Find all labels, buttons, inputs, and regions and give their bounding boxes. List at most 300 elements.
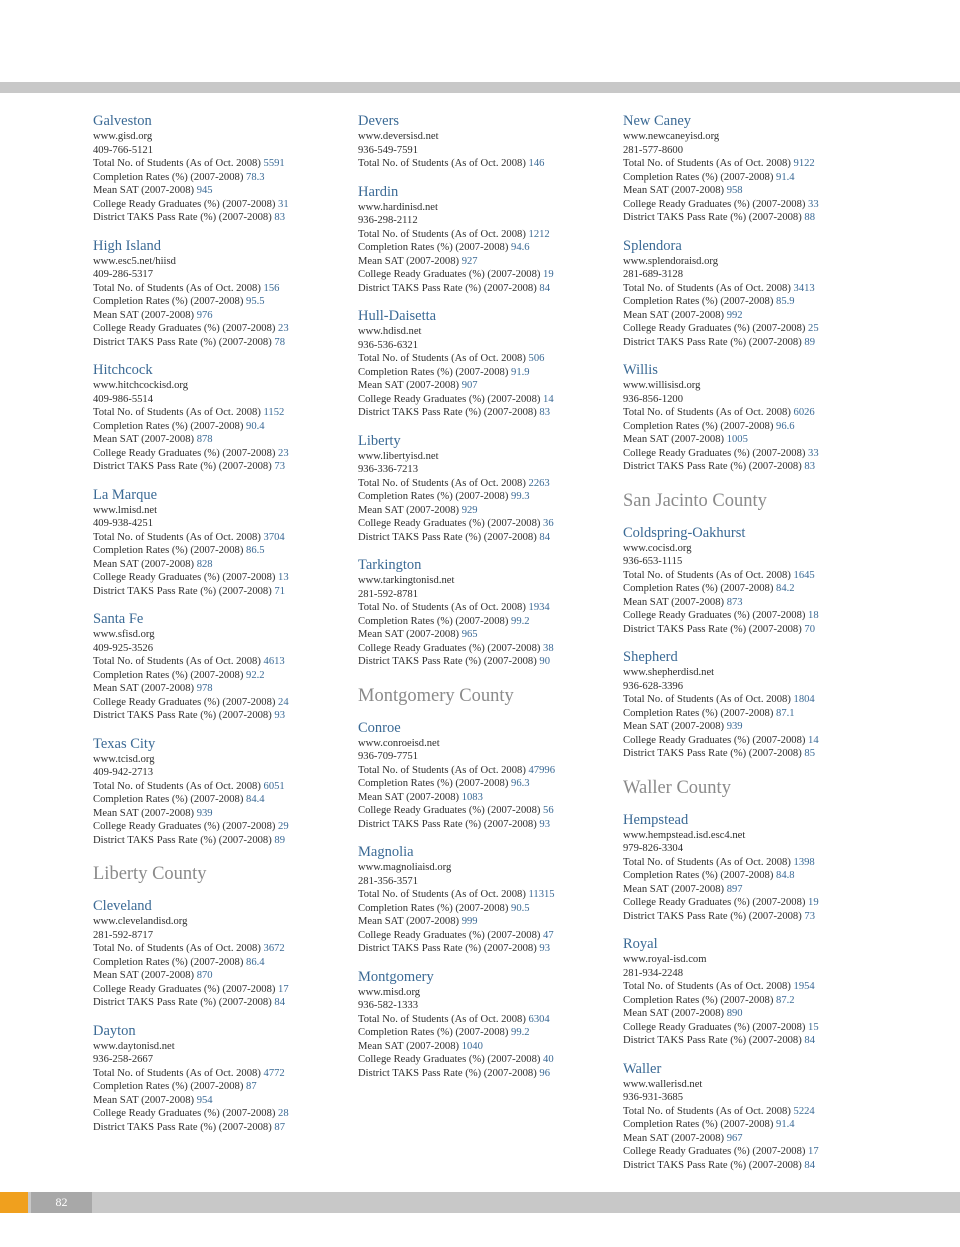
stat-label: Total No. of Students (As of Oct. 2008) bbox=[93, 656, 261, 667]
top-header-bar bbox=[0, 82, 960, 93]
stat-line-sat bbox=[93, 558, 355, 572]
district-entry bbox=[358, 556, 620, 669]
stat-label: Completion Rates (%) (2007-2008) bbox=[358, 615, 509, 627]
stat-value: 1040 bbox=[461, 1040, 483, 1052]
stat-label: Mean SAT (2007-2008) bbox=[93, 970, 195, 981]
county-heading: San Jacinto County bbox=[623, 490, 767, 511]
stat-value: 78.3 bbox=[246, 171, 265, 183]
stat-value: 1954 bbox=[793, 981, 815, 992]
stat-label: Mean SAT (2007-2008) bbox=[623, 721, 725, 732]
district-entry bbox=[93, 897, 355, 1010]
stat-value: 83 bbox=[804, 461, 815, 472]
stat-label: Completion Rates (%) (2007-2008) bbox=[93, 956, 244, 968]
stat-value: 4772 bbox=[263, 1067, 285, 1079]
district-website: www.wallerisd.net bbox=[623, 1078, 703, 1090]
column-1 bbox=[93, 112, 355, 1146]
stat-label: Completion Rates (%) (2007-2008) bbox=[358, 242, 509, 253]
page-number: 82 bbox=[55, 1195, 68, 1209]
stat-line-college bbox=[358, 1053, 620, 1067]
district-entry bbox=[623, 1060, 885, 1173]
stat-value: 1934 bbox=[528, 602, 550, 613]
stat-label: Completion Rates (%) (2007-2008) bbox=[358, 491, 509, 502]
stat-value: 87.1 bbox=[776, 707, 795, 719]
district-phone: 409-925-3526 bbox=[93, 642, 154, 654]
stat-label: Completion Rates (%) (2007-2008) bbox=[93, 1081, 244, 1092]
stat-value: 978 bbox=[196, 683, 213, 694]
stat-line-sat bbox=[623, 433, 885, 447]
stat-value: 939 bbox=[196, 807, 213, 819]
stat-value: 965 bbox=[461, 629, 478, 640]
district-entry bbox=[358, 307, 620, 420]
stat-line-sat bbox=[358, 379, 620, 393]
district-name: Shepherd bbox=[623, 649, 678, 665]
stat-label: District TAKS Pass Rate (%) (2007-2008) bbox=[358, 282, 537, 294]
district-name: Willis bbox=[623, 362, 658, 378]
district-entry bbox=[358, 432, 620, 545]
stat-label: Completion Rates (%) (2007-2008) bbox=[93, 420, 244, 432]
stat-label: Total No. of Students (As of Oct. 2008) bbox=[93, 1067, 261, 1079]
stat-line-students bbox=[623, 157, 885, 171]
stat-label: Mean SAT (2007-2008) bbox=[358, 1040, 460, 1052]
stat-label: Mean SAT (2007-2008) bbox=[358, 504, 460, 516]
stat-line-completion bbox=[358, 777, 620, 791]
stat-line-completion bbox=[93, 956, 355, 970]
stat-value: 976 bbox=[196, 309, 213, 321]
stat-label: District TAKS Pass Rate (%) (2007-2008) bbox=[623, 461, 802, 472]
stat-label: Completion Rates (%) (2007-2008) bbox=[93, 171, 244, 183]
stat-value: 897 bbox=[726, 883, 743, 895]
stat-label: District TAKS Pass Rate (%) (2007-2008) bbox=[93, 997, 272, 1008]
stat-line-taks bbox=[93, 585, 355, 599]
stat-label: Completion Rates (%) (2007-2008) bbox=[623, 707, 774, 719]
district-phone: 281-592-8717 bbox=[93, 929, 154, 941]
stat-value: 96.6 bbox=[776, 420, 795, 432]
stat-line-college bbox=[358, 393, 620, 407]
stat-line-taks bbox=[623, 211, 885, 225]
stat-value: 93 bbox=[539, 818, 550, 830]
stat-value: 99.3 bbox=[511, 491, 530, 502]
stat-value: 927 bbox=[461, 255, 478, 267]
district-entry bbox=[93, 486, 355, 599]
district-website: www.deversisd.net bbox=[358, 131, 439, 142]
stat-label: Mean SAT (2007-2008) bbox=[623, 1132, 725, 1144]
district-name: New Caney bbox=[623, 113, 692, 129]
district-entry bbox=[93, 610, 355, 723]
district-phone: 409-986-5514 bbox=[93, 393, 154, 405]
stat-label: District TAKS Pass Rate (%) (2007-2008) bbox=[93, 585, 272, 597]
stat-line-college bbox=[623, 609, 885, 623]
stat-line-sat bbox=[623, 309, 885, 323]
stat-line-completion bbox=[358, 241, 620, 255]
district-name: Hitchcock bbox=[93, 362, 153, 378]
district-phone: 936-549-7591 bbox=[358, 144, 419, 156]
stat-value: 146 bbox=[528, 158, 545, 169]
stat-line-completion bbox=[93, 793, 355, 807]
stat-value: 90 bbox=[539, 656, 550, 667]
stat-label: District TAKS Pass Rate (%) (2007-2008) bbox=[358, 943, 537, 954]
stat-line-students bbox=[93, 157, 355, 171]
stat-value: 3672 bbox=[263, 943, 285, 954]
stat-line-students bbox=[623, 569, 885, 583]
district-website: www.lmisd.net bbox=[93, 504, 158, 516]
stat-line-sat bbox=[93, 309, 355, 323]
stat-value: 24 bbox=[278, 696, 289, 708]
stat-line-students bbox=[358, 157, 620, 171]
stat-label: College Ready Graduates (%) (2007-2008) bbox=[623, 447, 806, 459]
stat-label: District TAKS Pass Rate (%) (2007-2008) bbox=[93, 461, 272, 472]
stat-value: 86.4 bbox=[246, 956, 265, 968]
stat-line-students bbox=[93, 942, 355, 956]
stat-line-sat bbox=[358, 628, 620, 642]
stat-label: Mean SAT (2007-2008) bbox=[623, 185, 725, 196]
district-name: La Marque bbox=[93, 486, 158, 503]
stat-line-completion bbox=[623, 707, 885, 721]
stat-line-college bbox=[358, 929, 620, 943]
district-website: www.shepherdisd.net bbox=[623, 667, 715, 678]
stat-label: Completion Rates (%) (2007-2008) bbox=[623, 583, 774, 594]
stat-line-students bbox=[358, 888, 620, 902]
stat-value: 89 bbox=[804, 336, 815, 348]
district-name: Splendora bbox=[623, 237, 682, 254]
district-website: www.daytonisd.net bbox=[93, 1040, 175, 1052]
stat-value: 92.2 bbox=[246, 669, 265, 681]
stat-line-college bbox=[623, 447, 885, 461]
stat-label: Mean SAT (2007-2008) bbox=[358, 629, 460, 640]
stat-line-sat bbox=[93, 969, 355, 983]
stat-label: Mean SAT (2007-2008) bbox=[93, 807, 195, 819]
stat-line-students bbox=[358, 601, 620, 615]
stat-label: Total No. of Students (As of Oct. 2008) bbox=[93, 282, 261, 294]
stat-line-sat bbox=[93, 807, 355, 821]
stat-label: District TAKS Pass Rate (%) (2007-2008) bbox=[623, 623, 802, 635]
stat-value: 17 bbox=[278, 983, 289, 995]
stat-label: District TAKS Pass Rate (%) (2007-2008) bbox=[623, 212, 802, 223]
stat-line-completion bbox=[623, 1118, 885, 1132]
stat-label: Total No. of Students (As of Oct. 2008) bbox=[623, 1105, 791, 1117]
stat-line-completion bbox=[93, 420, 355, 434]
stat-value: 33 bbox=[808, 447, 819, 459]
district-website: www.cocisd.org bbox=[623, 542, 692, 554]
district-phone: 281-577-8600 bbox=[623, 144, 684, 156]
stat-line-college bbox=[623, 322, 885, 336]
stat-value: 47 bbox=[543, 929, 554, 941]
stat-line-college bbox=[623, 734, 885, 748]
stat-line-college bbox=[623, 896, 885, 910]
stat-label: College Ready Graduates (%) (2007-2008) bbox=[623, 1021, 806, 1033]
stat-value: 40 bbox=[543, 1054, 554, 1065]
stat-value: 3413 bbox=[793, 282, 815, 294]
stat-value: 873 bbox=[726, 596, 743, 608]
stat-label: Total No. of Students (As of Oct. 2008) bbox=[623, 407, 791, 418]
stat-value: 954 bbox=[196, 1094, 213, 1106]
stat-value: 939 bbox=[726, 721, 743, 732]
stat-value: 73 bbox=[804, 910, 815, 922]
stat-value: 94.6 bbox=[511, 242, 530, 253]
stat-value: 84 bbox=[804, 1159, 815, 1171]
district-phone: 936-709-7751 bbox=[358, 751, 419, 762]
stat-label: Mean SAT (2007-2008) bbox=[623, 596, 725, 608]
stat-line-taks bbox=[623, 1159, 885, 1173]
stat-label: Mean SAT (2007-2008) bbox=[93, 1094, 195, 1106]
stat-line-taks bbox=[93, 460, 355, 474]
district-website: www.splendoraisd.org bbox=[623, 255, 719, 267]
district-entry bbox=[358, 843, 620, 956]
stat-label: College Ready Graduates (%) (2007-2008) bbox=[93, 1108, 276, 1119]
stat-line-sat bbox=[623, 720, 885, 734]
stat-line-completion bbox=[358, 615, 620, 629]
stat-label: District TAKS Pass Rate (%) (2007-2008) bbox=[623, 910, 802, 922]
footer-accent-block bbox=[0, 1192, 28, 1213]
district-phone: 936-628-3396 bbox=[623, 680, 684, 692]
stat-value: 945 bbox=[196, 185, 213, 196]
stat-value: 828 bbox=[196, 558, 213, 570]
stat-label: District TAKS Pass Rate (%) (2007-2008) bbox=[358, 656, 537, 667]
stat-value: 90.5 bbox=[511, 902, 530, 914]
stat-label: College Ready Graduates (%) (2007-2008) bbox=[623, 1146, 806, 1157]
stat-line-college bbox=[358, 804, 620, 818]
stat-value: 17 bbox=[808, 1146, 819, 1157]
stat-label: Mean SAT (2007-2008) bbox=[623, 309, 725, 321]
stat-line-students bbox=[623, 406, 885, 420]
stat-value: 85 bbox=[804, 748, 815, 759]
stat-value: 992 bbox=[726, 309, 743, 321]
stat-label: Total No. of Students (As of Oct. 2008) bbox=[623, 694, 791, 705]
stat-label: Completion Rates (%) (2007-2008) bbox=[358, 1027, 509, 1038]
stat-label: Completion Rates (%) (2007-2008) bbox=[358, 778, 509, 789]
stat-value: 84 bbox=[274, 997, 285, 1008]
stat-value: 870 bbox=[196, 970, 213, 981]
stat-value: 28 bbox=[278, 1108, 289, 1119]
stat-value: 15 bbox=[808, 1021, 819, 1033]
stat-value: 99.2 bbox=[511, 615, 530, 627]
stat-value: 890 bbox=[726, 1008, 743, 1019]
stat-label: Total No. of Students (As of Oct. 2008) bbox=[358, 158, 526, 169]
stat-value: 14 bbox=[543, 393, 554, 405]
stat-value: 3704 bbox=[263, 531, 285, 543]
stat-value: 19 bbox=[543, 269, 554, 280]
stat-label: Mean SAT (2007-2008) bbox=[93, 185, 195, 196]
stat-line-students bbox=[358, 1013, 620, 1027]
stat-value: 18 bbox=[808, 610, 819, 621]
stat-line-sat bbox=[623, 184, 885, 198]
stat-value: 93 bbox=[539, 943, 550, 954]
stat-value: 5224 bbox=[793, 1105, 815, 1117]
stat-value: 84.4 bbox=[246, 794, 265, 805]
stat-value: 23 bbox=[278, 447, 289, 459]
district-website: www.newcaneyisd.org bbox=[623, 131, 720, 142]
stat-line-students bbox=[358, 352, 620, 366]
stat-label: Completion Rates (%) (2007-2008) bbox=[623, 994, 774, 1006]
stat-label: Completion Rates (%) (2007-2008) bbox=[623, 420, 774, 432]
stat-value: 958 bbox=[726, 185, 743, 196]
stat-value: 96.3 bbox=[511, 778, 530, 789]
stat-value: 13 bbox=[278, 572, 289, 583]
stat-line-sat bbox=[623, 596, 885, 610]
stat-label: Total No. of Students (As of Oct. 2008) bbox=[358, 602, 526, 613]
stat-value: 83 bbox=[539, 407, 550, 418]
stat-label: Mean SAT (2007-2008) bbox=[358, 380, 460, 391]
stat-line-students bbox=[623, 693, 885, 707]
stat-line-completion bbox=[93, 1080, 355, 1094]
district-phone: 979-826-3304 bbox=[623, 843, 684, 854]
stat-line-college bbox=[623, 1021, 885, 1035]
stat-line-completion bbox=[93, 295, 355, 309]
district-entry bbox=[623, 524, 885, 637]
stat-value: 85.9 bbox=[776, 296, 795, 307]
stat-line-taks bbox=[93, 336, 355, 350]
stat-value: 14 bbox=[808, 734, 819, 746]
stat-line-students bbox=[623, 856, 885, 870]
stat-label: Total No. of Students (As of Oct. 2008) bbox=[93, 158, 261, 169]
district-name: Montgomery bbox=[358, 968, 434, 985]
column-3 bbox=[623, 112, 885, 1184]
stat-line-completion bbox=[358, 366, 620, 380]
stat-line-completion bbox=[623, 994, 885, 1008]
district-entry bbox=[93, 112, 355, 225]
stat-value: 86.5 bbox=[246, 545, 265, 556]
district-website: www.libertyisd.net bbox=[358, 450, 439, 462]
stat-line-college bbox=[93, 571, 355, 585]
stat-label: Total No. of Students (As of Oct. 2008) bbox=[358, 228, 526, 240]
stat-label: Total No. of Students (As of Oct. 2008) bbox=[93, 780, 261, 792]
stat-value: 929 bbox=[461, 504, 478, 516]
stat-value: 999 bbox=[461, 916, 478, 927]
stat-label: Mean SAT (2007-2008) bbox=[93, 309, 195, 321]
stat-label: Mean SAT (2007-2008) bbox=[93, 558, 195, 570]
district-website: www.magnoliaisd.org bbox=[358, 862, 452, 873]
stat-line-completion bbox=[93, 669, 355, 683]
district-phone: 409-938-4251 bbox=[93, 518, 154, 529]
stat-line-students bbox=[93, 406, 355, 420]
district-phone: 409-942-2713 bbox=[93, 767, 154, 778]
stat-label: College Ready Graduates (%) (2007-2008) bbox=[358, 1054, 541, 1065]
stat-value: 36 bbox=[543, 518, 554, 529]
district-entry bbox=[623, 935, 885, 1048]
stat-line-students bbox=[623, 1105, 885, 1119]
stat-line-sat bbox=[358, 791, 620, 805]
district-website: www.misd.org bbox=[358, 986, 421, 998]
stat-label: Mean SAT (2007-2008) bbox=[358, 255, 460, 267]
stat-line-college bbox=[623, 198, 885, 212]
stat-label: College Ready Graduates (%) (2007-2008) bbox=[623, 734, 806, 746]
district-website: www.sfisd.org bbox=[93, 629, 155, 640]
stat-line-sat bbox=[623, 1132, 885, 1146]
district-website: www.hardinisd.net bbox=[358, 201, 438, 213]
stat-line-sat bbox=[93, 1094, 355, 1108]
district-phone: 281-689-3128 bbox=[623, 269, 684, 280]
stat-label: Mean SAT (2007-2008) bbox=[358, 916, 460, 927]
stat-value: 2263 bbox=[528, 477, 550, 489]
stat-label: Completion Rates (%) (2007-2008) bbox=[623, 870, 774, 881]
stat-line-completion bbox=[623, 420, 885, 434]
stat-line-college bbox=[358, 268, 620, 282]
stat-line-sat bbox=[93, 184, 355, 198]
stat-line-taks bbox=[623, 460, 885, 474]
stat-label: Completion Rates (%) (2007-2008) bbox=[358, 902, 509, 914]
stat-value: 5591 bbox=[263, 158, 285, 169]
stat-label: College Ready Graduates (%) (2007-2008) bbox=[623, 198, 806, 210]
district-name: Liberty bbox=[358, 432, 401, 449]
stat-value: 38 bbox=[543, 642, 554, 654]
stat-line-completion bbox=[623, 295, 885, 309]
district-website: www.hitchcockisd.org bbox=[93, 380, 189, 391]
stat-value: 1804 bbox=[793, 694, 815, 705]
stat-label: College Ready Graduates (%) (2007-2008) bbox=[93, 198, 276, 210]
stat-line-taks bbox=[93, 996, 355, 1010]
stat-label: Total No. of Students (As of Oct. 2008) bbox=[358, 764, 526, 776]
stat-line-students bbox=[93, 780, 355, 794]
district-name: Conroe bbox=[358, 719, 401, 736]
district-name: Hull-Daisetta bbox=[358, 308, 437, 324]
stat-line-taks bbox=[623, 623, 885, 637]
stat-label: Mean SAT (2007-2008) bbox=[358, 791, 460, 803]
stat-line-students bbox=[358, 477, 620, 491]
stat-line-college bbox=[93, 696, 355, 710]
stat-label: College Ready Graduates (%) (2007-2008) bbox=[623, 897, 806, 908]
stat-value: 1152 bbox=[263, 407, 285, 418]
stat-line-college bbox=[93, 198, 355, 212]
stat-value: 78 bbox=[274, 336, 285, 348]
stat-line-taks bbox=[623, 747, 885, 761]
stat-line-taks bbox=[358, 942, 620, 956]
district-entry bbox=[623, 237, 885, 350]
stat-label: College Ready Graduates (%) (2007-2008) bbox=[358, 518, 541, 529]
stat-label: District TAKS Pass Rate (%) (2007-2008) bbox=[358, 407, 537, 418]
stat-label: Total No. of Students (As of Oct. 2008) bbox=[623, 158, 791, 169]
district-name: Coldspring-Oakhurst bbox=[623, 524, 746, 541]
footer-bar bbox=[0, 1192, 960, 1213]
stat-line-college bbox=[358, 517, 620, 531]
district-entry bbox=[358, 719, 620, 832]
stat-label: College Ready Graduates (%) (2007-2008) bbox=[93, 323, 276, 334]
stat-line-taks bbox=[623, 336, 885, 350]
stat-label: District TAKS Pass Rate (%) (2007-2008) bbox=[623, 1035, 802, 1046]
stat-label: Total No. of Students (As of Oct. 2008) bbox=[358, 1013, 526, 1025]
district-website: www.hdisd.net bbox=[358, 326, 422, 337]
district-website: www.tcisd.org bbox=[93, 753, 155, 765]
stat-line-students bbox=[93, 531, 355, 545]
stat-value: 84.2 bbox=[776, 583, 795, 594]
stat-line-sat bbox=[623, 1007, 885, 1021]
stat-line-taks bbox=[93, 709, 355, 723]
stat-label: College Ready Graduates (%) (2007-2008) bbox=[93, 572, 276, 583]
stat-value: 84 bbox=[539, 282, 550, 294]
stat-line-students bbox=[93, 655, 355, 669]
stat-value: 6051 bbox=[263, 780, 285, 792]
district-name: Cleveland bbox=[93, 898, 152, 914]
stat-label: Completion Rates (%) (2007-2008) bbox=[623, 1119, 774, 1130]
stat-value: 506 bbox=[528, 353, 545, 364]
stat-label: Completion Rates (%) (2007-2008) bbox=[623, 171, 774, 183]
stat-line-completion bbox=[623, 171, 885, 185]
stat-line-completion bbox=[358, 490, 620, 504]
stat-label: College Ready Graduates (%) (2007-2008) bbox=[358, 393, 541, 405]
stat-value: 84 bbox=[539, 531, 550, 543]
district-phone: 936-582-1333 bbox=[358, 1000, 419, 1011]
district-website: www.tarkingtonisd.net bbox=[358, 575, 455, 586]
stat-value: 19 bbox=[808, 897, 819, 908]
county-heading: Liberty County bbox=[93, 864, 207, 884]
stat-label: District TAKS Pass Rate (%) (2007-2008) bbox=[358, 531, 537, 543]
stat-label: District TAKS Pass Rate (%) (2007-2008) bbox=[93, 834, 272, 846]
district-name: Texas City bbox=[93, 735, 156, 752]
stat-value: 25 bbox=[808, 323, 819, 334]
stat-line-completion bbox=[623, 869, 885, 883]
stat-line-sat bbox=[93, 433, 355, 447]
stat-line-taks bbox=[93, 834, 355, 848]
stat-line-college bbox=[93, 322, 355, 336]
stat-value: 91.9 bbox=[511, 366, 530, 378]
